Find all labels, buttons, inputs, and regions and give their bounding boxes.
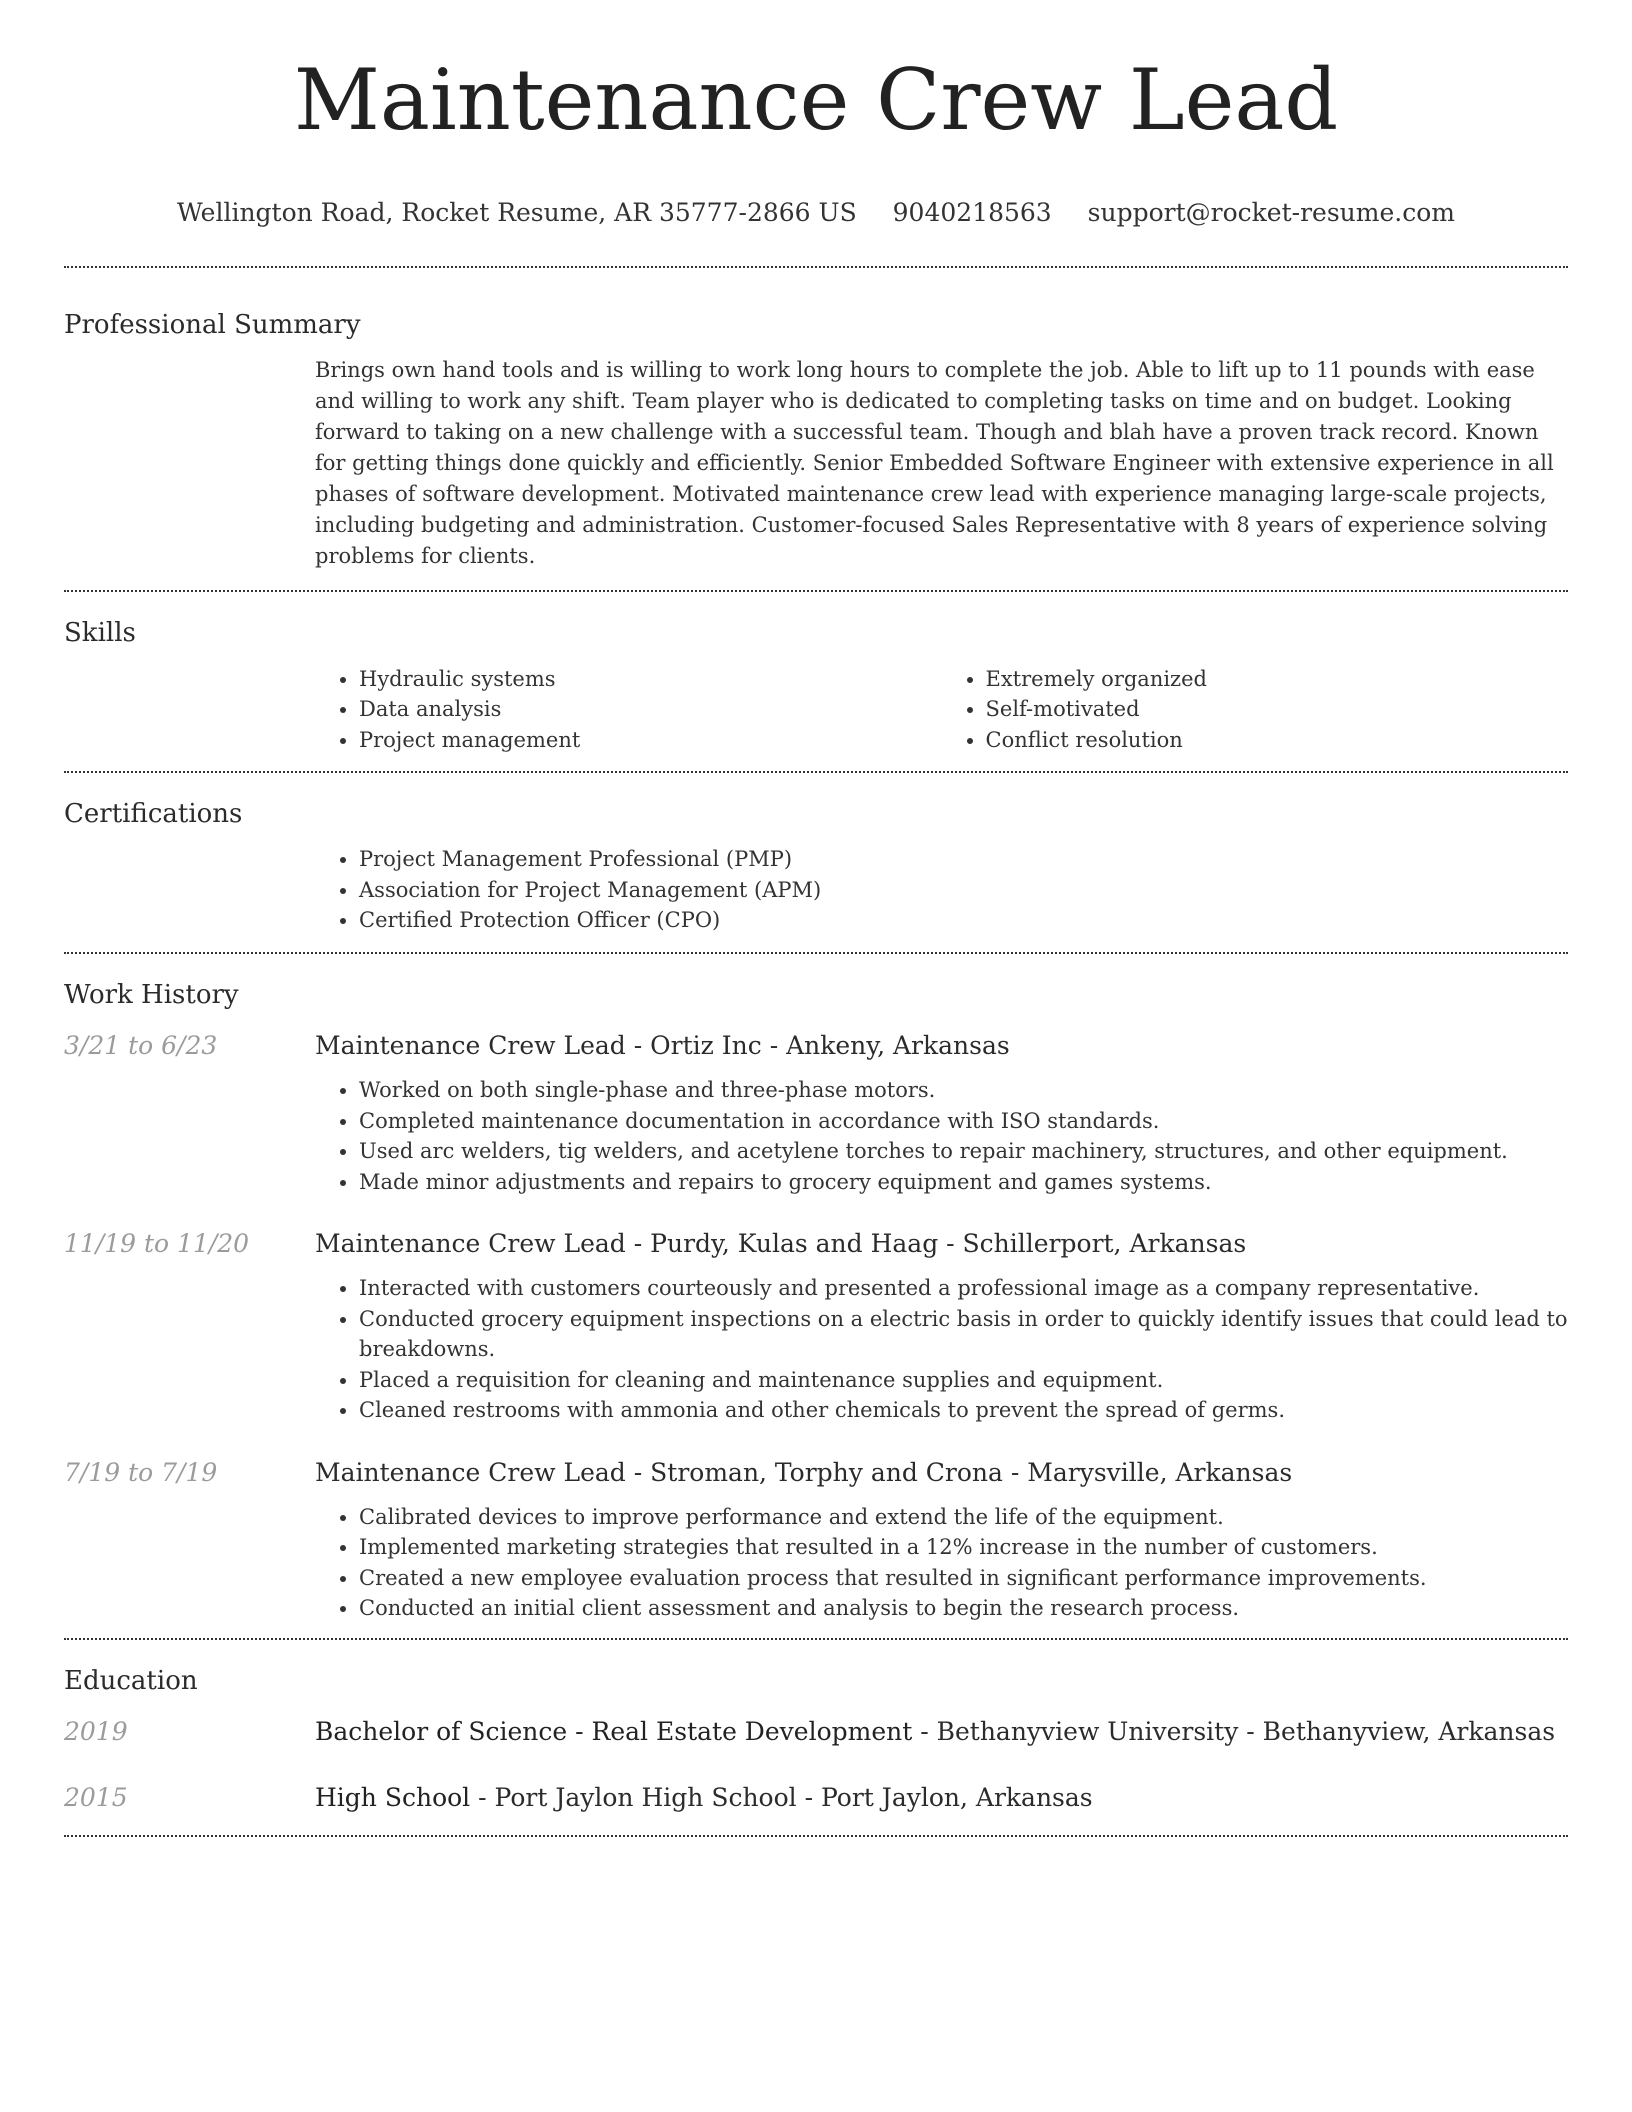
job-date: 7/19 to 7/19 (64, 1457, 218, 1487)
section-title-education: Education (64, 1665, 198, 1696)
divider (64, 1835, 1568, 1837)
job-entry (64, 1029, 1568, 1197)
certifications-section (64, 773, 1568, 936)
certifications-bullets (315, 844, 1568, 936)
education-date: 2019 (64, 1716, 128, 1746)
section-title-work-history: Work History (64, 979, 239, 1010)
job-date: 11/19 to 11/20 (64, 1229, 250, 1259)
contact-address: Wellington Road, Rocket Resume, AR 35777-2866 US (177, 198, 857, 228)
skills-section (64, 592, 1568, 755)
education-entry (64, 1781, 1568, 1815)
skills-grid (315, 664, 1568, 756)
education-institution: - Port Jaylon High School - Port Jaylon, Arkansas (470, 1782, 1093, 1812)
section-title-skills: Skills (64, 618, 136, 649)
skill-item: • Self-motivated (986, 694, 1569, 725)
skill-item: • Hydraulic systems (359, 664, 942, 695)
job-entry (64, 1227, 1568, 1426)
education-degree: High School (315, 1782, 471, 1812)
certification-item: • Certified Protection Officer (CPO) (359, 905, 1568, 936)
education-date: 2015 (64, 1782, 128, 1812)
work-history-section (64, 954, 1568, 1638)
job-bullet: • Conducted an initial client assessment and analysis to begin the research process. (359, 1593, 1568, 1624)
job-bullets (315, 1502, 1568, 1624)
certifications-list (315, 844, 1568, 936)
contact-line (64, 198, 1568, 228)
spacer (64, 1815, 1568, 1835)
education-heading (315, 1781, 1093, 1815)
job-date: 3/21 to 6/23 (64, 1031, 218, 1061)
job-bullet: • Interacted with customers courteously and presented a professional image as a company representative. (359, 1273, 1568, 1304)
job-bullets (315, 1273, 1568, 1426)
job-body (315, 1029, 1568, 1197)
education-section (64, 1640, 1568, 1835)
job-bullet: • Worked on both single-phase and three-phase motors. (359, 1075, 1568, 1106)
skills-list-right (942, 664, 1569, 756)
job-bullets (315, 1075, 1568, 1197)
skill-item: • Data analysis (359, 694, 942, 725)
certification-item: • Project Management Professional (PMP) (359, 844, 1568, 875)
skills-list-left (315, 664, 942, 756)
job-body (315, 1456, 1568, 1624)
education-entry (64, 1715, 1568, 1749)
job-bullet: • Created a new employee evaluation process that resulted in significant performance improvements. (359, 1563, 1568, 1594)
job-bullet: • Conducted grocery equipment inspections on a electric basis in order to quickly identify issues that could lead to breakdowns. (359, 1304, 1568, 1365)
education-degree: Bachelor of Science - Real Estate Development (315, 1716, 913, 1746)
job-bullet: • Calibrated devices to improve performance and extend the life of the equipment. (359, 1502, 1568, 1533)
job-bullet: • Completed maintenance documentation in accordance with ISO standards. (359, 1106, 1568, 1137)
spacer (64, 1624, 1568, 1638)
section-title-summary: Professional Summary (64, 310, 361, 341)
summary-section (64, 268, 1568, 572)
resume-name: Maintenance Crew Lead (293, 51, 1339, 149)
job-body (315, 1227, 1568, 1426)
job-bullet: • Used arc welders, tig welders, and acetylene torches to repair machinery, structures, and other equipment. (359, 1136, 1568, 1167)
education-heading (315, 1715, 1555, 1749)
summary-text: Brings own hand tools and is willing to work long hours to complete the job. Able to lift up to 11 pounds with ease and willing to work any shift. Team player who is dedicated to completing tasks on time and on budget. Looking forward to taking on a new challenge with a successful team. Though and blah have a proven track record. Known for getting things done quickly and efficiently. Senior Embedded Software Engineer with extensive experience in all phases of software development. Motivated maintenance crew lead with experience managing large-scale projects, including budgeting and administration. Customer-focused Sales Representative with 8 years of experience solving problems for clients. (315, 358, 1554, 569)
contact-phone: 9040218563 (892, 198, 1052, 228)
job-bullet: • Cleaned restrooms with ammonia and other chemicals to prevent the spread of germs. (359, 1395, 1568, 1426)
resume-page (64, 0, 1568, 1837)
job-bullet: • Placed a requisition for cleaning and maintenance supplies and equipment. (359, 1365, 1568, 1396)
job-entry (64, 1456, 1568, 1624)
section-title-certifications: Certifications (64, 799, 243, 830)
job-bullet: • Implemented marketing strategies that resulted in a 12% increase in the number of customers. (359, 1532, 1568, 1563)
job-bullet: • Made minor adjustments and repairs to grocery equipment and games systems. (359, 1167, 1568, 1198)
job-heading: Maintenance Crew Lead - Purdy, Kulas and Haag - Schillerport, Arkansas (315, 1229, 1247, 1259)
job-heading: Maintenance Crew Lead - Stroman, Torphy and Crona - Marysville, Arkansas (315, 1457, 1293, 1487)
certification-item: • Association for Project Management (APM) (359, 875, 1568, 906)
skill-item: • Project management (359, 725, 942, 756)
job-heading: Maintenance Crew Lead - Ortiz Inc - Ankeny, Arkansas (315, 1031, 1010, 1061)
education-institution: - Bethanyview University - Bethanyview, Arkansas (912, 1716, 1556, 1746)
skill-item: • Extremely organized (986, 664, 1569, 695)
contact-email: support@rocket-resume.com (1087, 198, 1455, 228)
skill-item: • Conflict resolution (986, 725, 1569, 756)
